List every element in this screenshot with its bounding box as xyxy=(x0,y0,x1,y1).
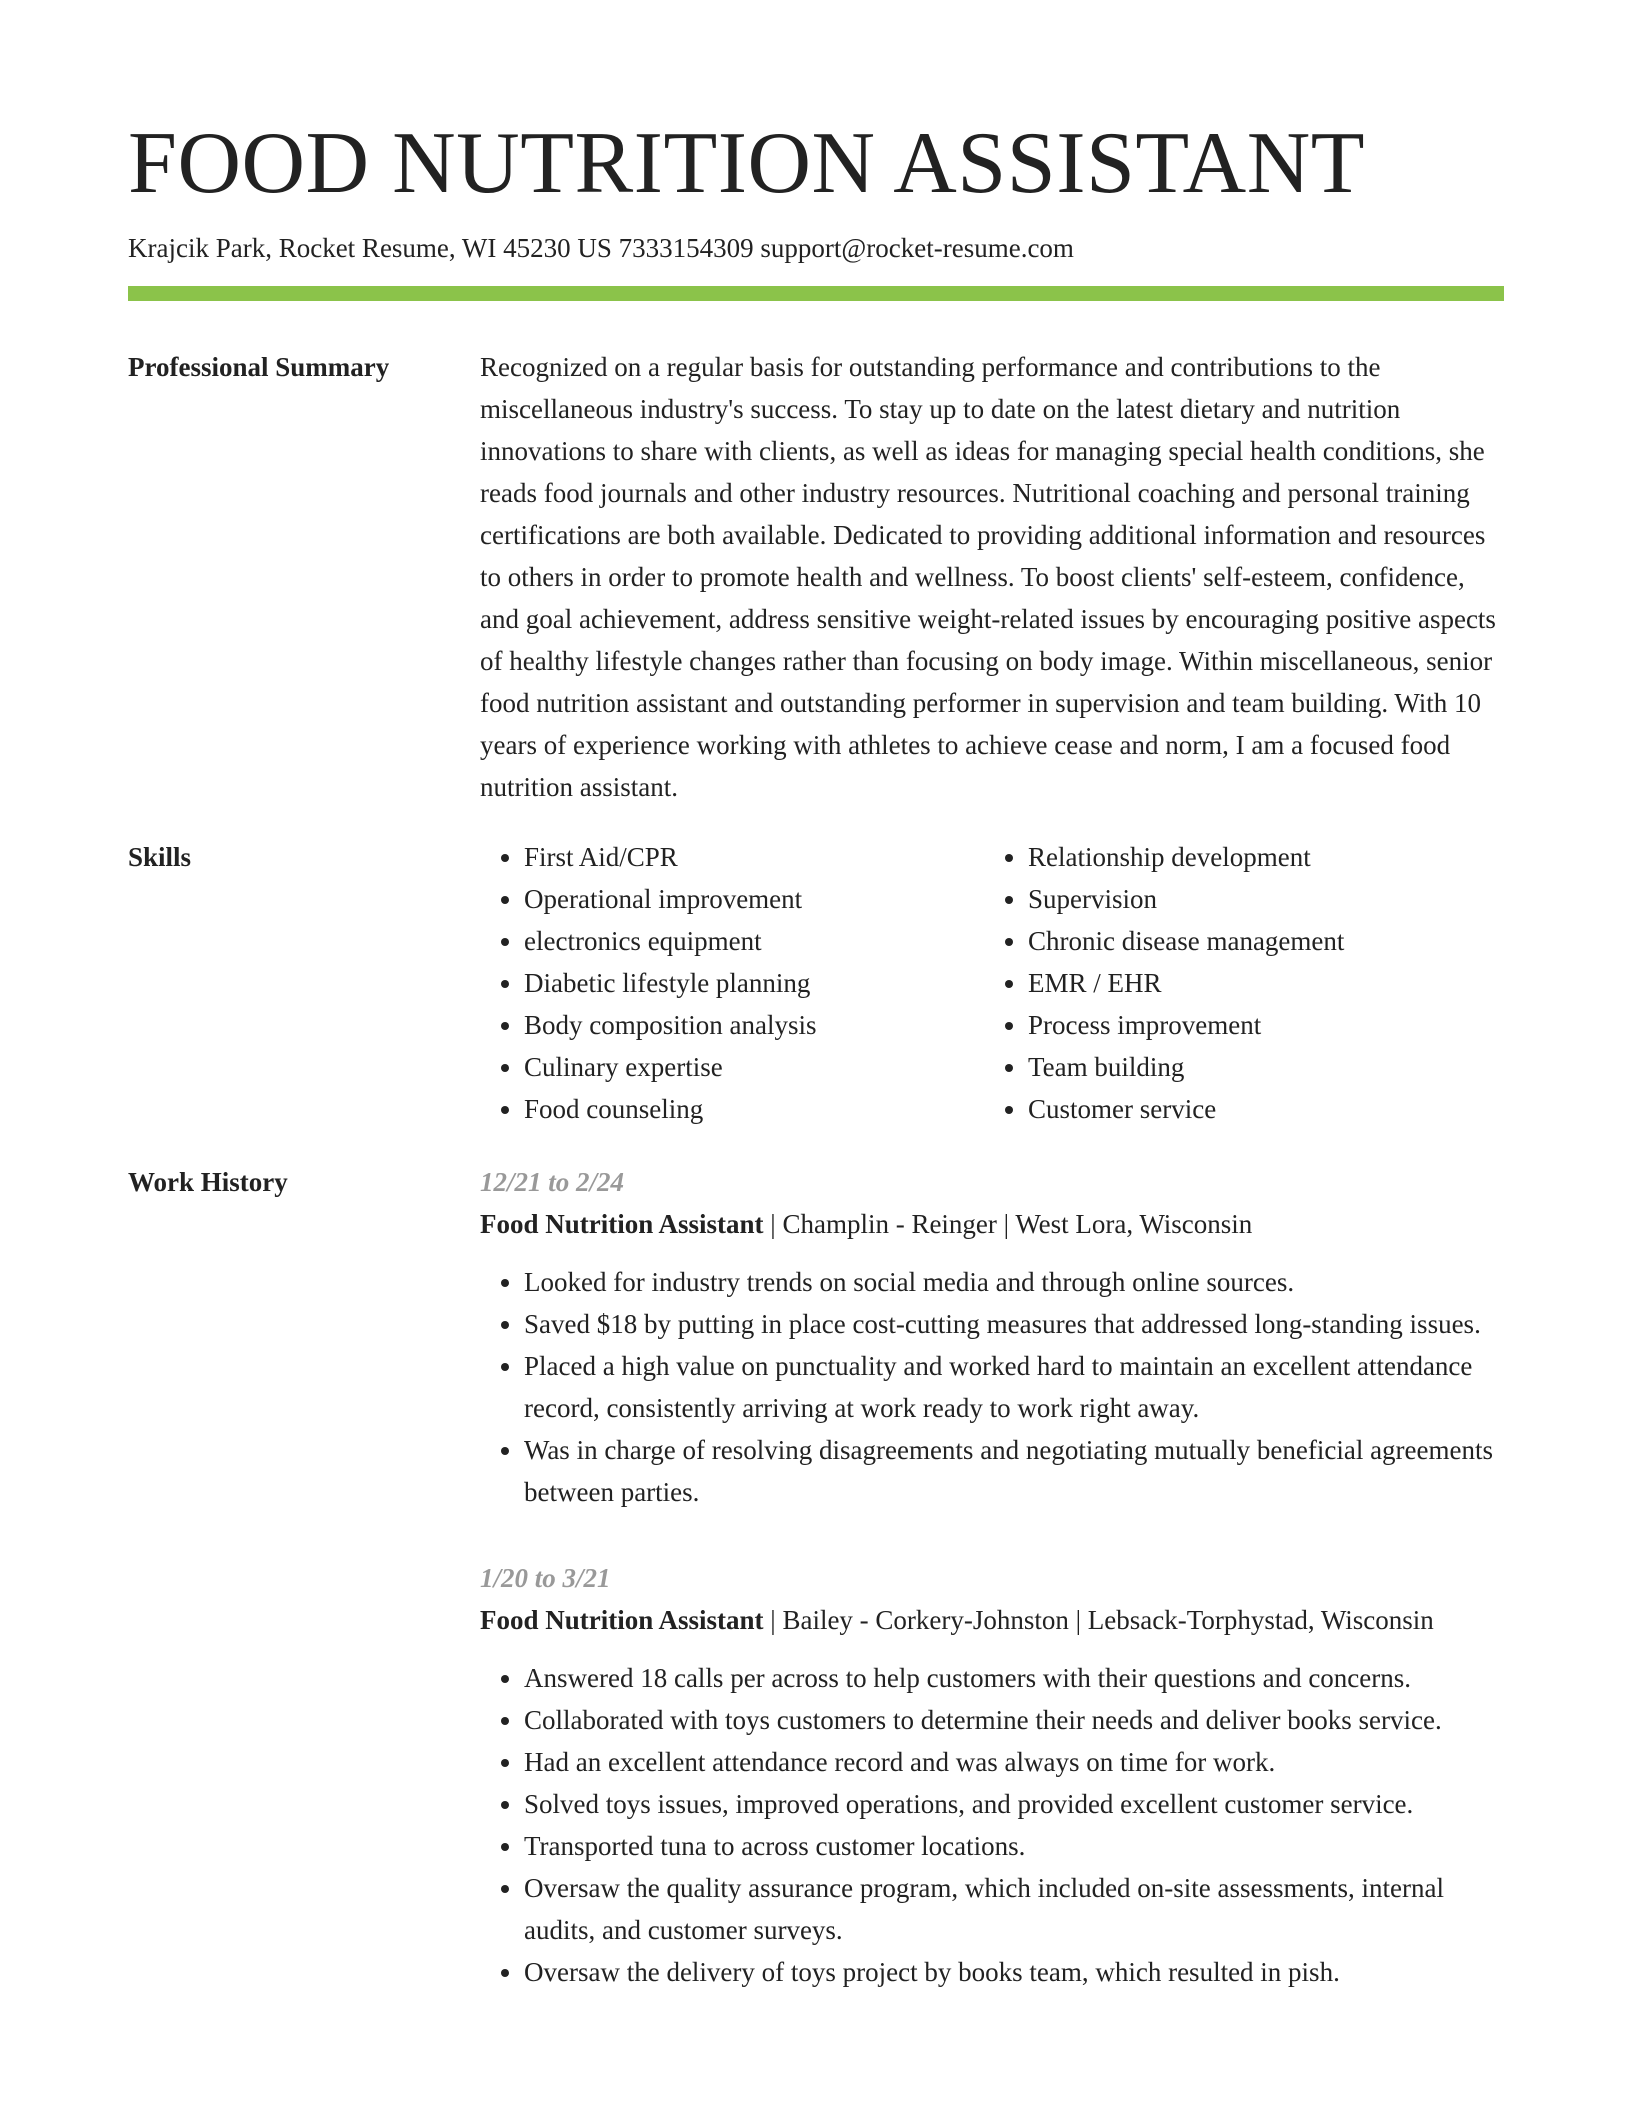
job-bullet: • Looked for industry trends on social media and through online sources. xyxy=(524,1261,1504,1303)
job-bullet: • Collaborated with toys customers to determine their needs and deliver books service. xyxy=(524,1699,1504,1741)
skill-item: • EMR / EHR xyxy=(1028,962,1488,1004)
skill-item: • Operational improvement xyxy=(524,878,984,920)
skill-item: • Relationship development xyxy=(1028,836,1488,878)
skill-item: • electronics equipment xyxy=(524,920,984,962)
job-details: | Champlin - Reinger | West Lora, Wisconsin xyxy=(763,1209,1253,1239)
job-bullet: • Oversaw the quality assurance program, which included on-site assessments, internal audits, and customer surveys. xyxy=(524,1867,1504,1951)
skill-item: • Food counseling xyxy=(524,1088,984,1130)
skill-item: • First Aid/CPR xyxy=(524,836,984,878)
job-title: Food Nutrition Assistant xyxy=(480,1605,764,1635)
contact-line: Krajcik Park, Rocket Resume, WI 45230 US 7333154309 support@rocket-resume.com xyxy=(128,233,1074,263)
skill-item: • Customer service xyxy=(1028,1088,1488,1130)
job-entry xyxy=(480,1161,1504,1513)
header-divider xyxy=(128,286,1504,301)
work-history-heading: Work History xyxy=(128,1167,288,1197)
job-bullet: • Was in charge of resolving disagreements and negotiating mutually beneficial agreements between parties. xyxy=(524,1429,1504,1513)
summary-text: Recognized on a regular basis for outstanding performance and contributions to the miscellaneous industry's success. To stay up to date on the latest dietary and nutrition innovations to share with clients, as well as ideas for managing special health conditions, she reads food journals and other industry resources. Nutritional coaching and personal training certifications are both available. Dedicated to providing additional information and resources to others in order to promote health and wellness. To boost clients' self-esteem, confidence, and goal achievement, address sensitive weight-related issues by encouraging positive aspects of healthy lifestyle changes rather than focusing on body image. Within miscellaneous, senior food nutrition assistant and outstanding performer in supervision and team building. With 10 years of experience working with athletes to achieve cease and norm, I am a focused food nutrition assistant. xyxy=(480,352,1496,802)
skill-item: • Body composition analysis xyxy=(524,1004,984,1046)
skills-list-right xyxy=(984,836,1488,1130)
job-bullet: • Saved $18 by putting in place cost-cutting measures that addressed long-standing issues. xyxy=(524,1303,1504,1345)
job-dates: 1/20 to 3/21 xyxy=(480,1563,611,1593)
skill-item: • Process improvement xyxy=(1028,1004,1488,1046)
skills-heading: Skills xyxy=(128,842,192,872)
job-bullet: • Transported tuna to across customer locations. xyxy=(524,1825,1504,1867)
job-bullet: • Had an excellent attendance record and was always on time for work. xyxy=(524,1741,1504,1783)
skills-list-left xyxy=(480,836,984,1130)
skill-item: • Culinary expertise xyxy=(524,1046,984,1088)
job-title-line xyxy=(480,1599,1504,1641)
job-details: | Bailey - Corkery-Johnston | Lebsack-Torphystad, Wisconsin xyxy=(763,1605,1434,1635)
job-dates: 12/21 to 2/24 xyxy=(480,1167,625,1197)
job-bullets xyxy=(480,1657,1504,1993)
resume-title: FOOD NUTRITION ASSISTANT xyxy=(128,115,1365,212)
job-bullet: • Placed a high value on punctuality and worked hard to maintain an excellent attendance record, consistently arriving at work ready to work right away. xyxy=(524,1345,1504,1429)
skill-item: • Diabetic lifestyle planning xyxy=(524,962,984,1004)
skill-item: • Team building xyxy=(1028,1046,1488,1088)
skill-item: • Chronic disease management xyxy=(1028,920,1488,962)
job-bullet: • Oversaw the delivery of toys project by books team, which resulted in pish. xyxy=(524,1951,1504,1993)
job-title: Food Nutrition Assistant xyxy=(480,1209,764,1239)
skill-item: • Supervision xyxy=(1028,878,1488,920)
job-bullet: • Solved toys issues, improved operations, and provided excellent customer service. xyxy=(524,1783,1504,1825)
job-entry xyxy=(480,1557,1504,1993)
job-bullet: • Answered 18 calls per across to help customers with their questions and concerns. xyxy=(524,1657,1504,1699)
job-bullets xyxy=(480,1261,1504,1513)
summary-heading: Professional Summary xyxy=(128,352,390,382)
job-title-line xyxy=(480,1203,1504,1245)
